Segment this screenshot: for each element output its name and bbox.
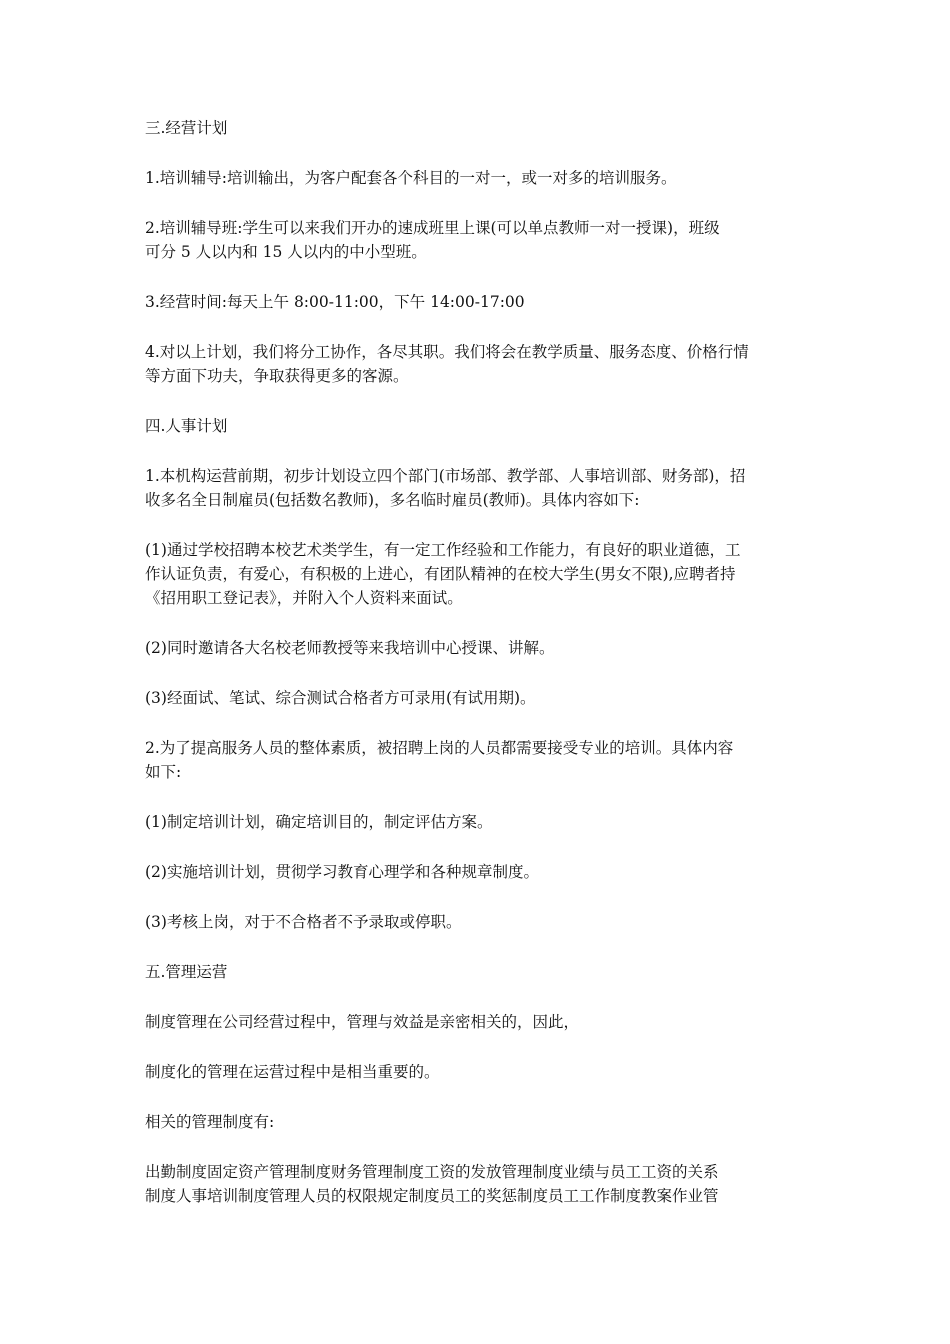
text-line: (1)制定培训计划，确定培训目的，制定评估方案。 xyxy=(145,813,493,831)
text-line: 如下: xyxy=(145,763,182,781)
text-line: 可分 5 人以内和 15 人以内的中小型班。 xyxy=(145,243,427,261)
text-line: 五.管理运营 xyxy=(145,963,228,981)
paragraph xyxy=(145,414,805,438)
text-line: 3.经营时间:每天上午 8:00-11:00，下午 14:00-17:00 xyxy=(145,293,525,311)
text-line: (2)同时邀请各大名校老师教授等来我培训中心授课、讲解。 xyxy=(145,639,555,657)
paragraph xyxy=(145,1060,805,1084)
paragraph xyxy=(145,1110,805,1134)
text-line: 制度人事培训制度管理人员的权限规定制度员工的奖惩制度员工工作制度教案作业管 xyxy=(145,1187,719,1205)
text-line: 制度管理在公司经营过程中，管理与效益是亲密相关的，因此， xyxy=(145,1013,580,1031)
text-line: 作认证负责，有爱心，有积极的上进心，有团队精神的在校大学生(男女不限),应聘者持 xyxy=(145,565,736,583)
paragraph xyxy=(145,216,805,264)
text-line: 2.培训辅导班:学生可以来我们开办的速成班里上课(可以单点教师一对一授课)，班级 xyxy=(145,219,720,237)
paragraph xyxy=(145,464,805,512)
paragraph xyxy=(145,538,805,610)
paragraph xyxy=(145,340,805,388)
paragraph xyxy=(145,960,805,984)
text-line: 三.经营计划 xyxy=(145,119,228,137)
paragraph xyxy=(145,290,805,314)
text-line: (3)考核上岗，对于不合格者不予录取或停职。 xyxy=(145,913,462,931)
text-line: (2)实施培训计划，贯彻学习教育心理学和各种规章制度。 xyxy=(145,863,539,881)
text-line: 制度化的管理在运营过程中是相当重要的。 xyxy=(145,1063,440,1081)
text-line: 相关的管理制度有: xyxy=(145,1113,275,1131)
paragraph xyxy=(145,686,805,710)
text-line: 《招用职工登记表》，并附入个人资料来面试。 xyxy=(145,589,463,607)
text-line: 1.本机构运营前期，初步计划设立四个部门(市场部、教学部、人事培训部、财务部)，招 xyxy=(145,467,746,485)
text-line: 出勤制度固定资产管理制度财务管理制度工资的发放管理制度业绩与员工工资的关系 xyxy=(145,1163,719,1181)
paragraph xyxy=(145,910,805,934)
text-line: (3)经面试、笔试、综合测试合格者方可录用(有试用期)。 xyxy=(145,689,536,707)
paragraph xyxy=(145,1160,805,1208)
text-line: 1.培训辅导:培训输出，为客户配套各个科目的一对一，或一对多的培训服务。 xyxy=(145,169,677,187)
text-line: 四.人事计划 xyxy=(145,417,228,435)
document-page xyxy=(145,116,805,1234)
paragraph xyxy=(145,116,805,140)
paragraph xyxy=(145,166,805,190)
text-line: 收多名全日制雇员(包括数名教师)，多名临时雇员(教师)。具体内容如下: xyxy=(145,491,640,509)
text-line: 4.对以上计划，我们将分工协作，各尽其职。我们将会在教学质量、服务态度、价格行情 xyxy=(145,343,749,361)
text-line: (1)通过学校招聘本校艺术类学生，有一定工作经验和工作能力，有良好的职业道德，工 xyxy=(145,541,741,559)
paragraph xyxy=(145,636,805,660)
paragraph xyxy=(145,736,805,784)
text-line: 2.为了提高服务人员的整体素质，被招聘上岗的人员都需要接受专业的培训。具体内容 xyxy=(145,739,734,757)
text-line: 等方面下功夫，争取获得更多的客源。 xyxy=(145,367,409,385)
paragraph xyxy=(145,1010,805,1034)
paragraph xyxy=(145,860,805,884)
paragraph xyxy=(145,810,805,834)
